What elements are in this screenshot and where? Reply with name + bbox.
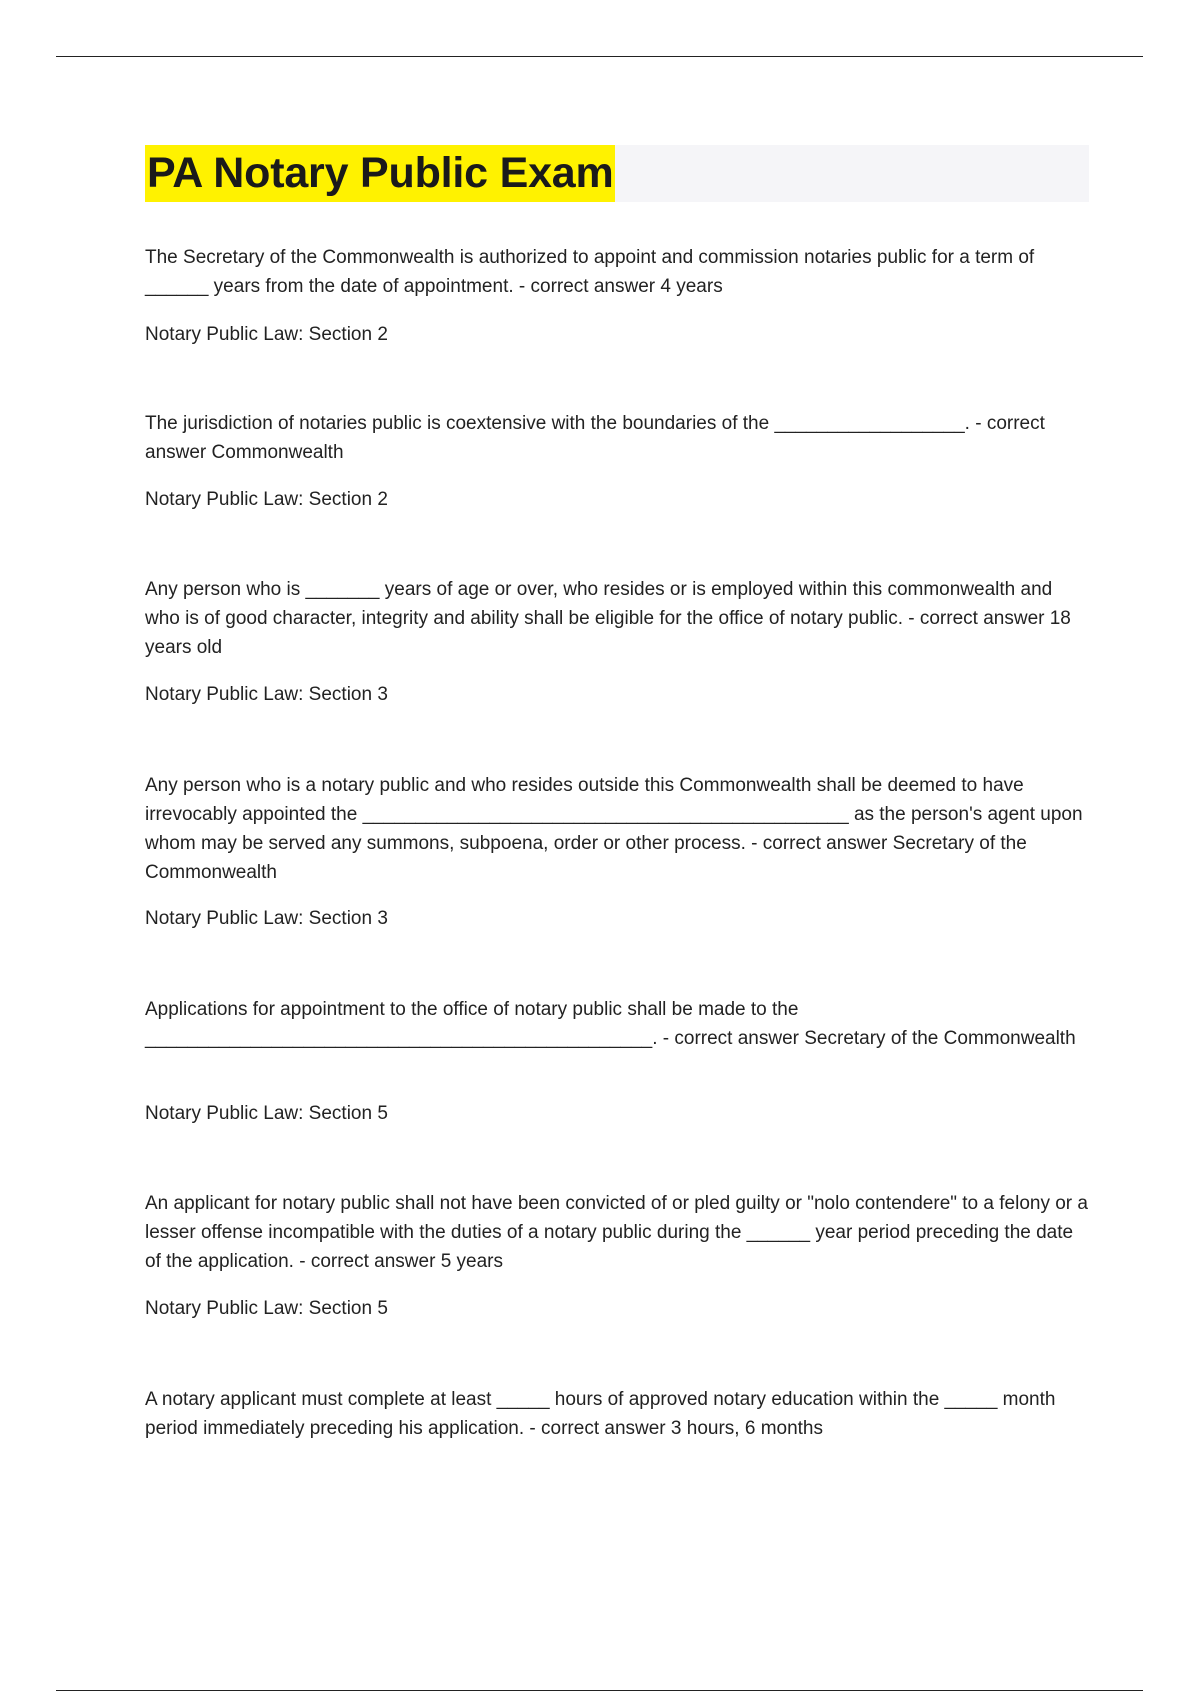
top-rule	[56, 56, 1143, 57]
reference-1: Notary Public Law: Section 2	[145, 324, 388, 345]
reference-4: Notary Public Law: Section 3	[145, 908, 388, 929]
question-3: Any person who is _______ years of age or over, who resides or is employed within this commonwealth and who is of good character, integrity and ability shall be eligible for the office of notary public. - correct answer 18 years old	[145, 579, 1071, 658]
question-1: The Secretary of the Commonwealth is authorized to appoint and commission notaries public for a term of ______ years from the date of appointment. - correct answer 4 years	[145, 247, 1035, 297]
reference-6: Notary Public Law: Section 5	[145, 1298, 388, 1319]
question-5: Applications for appointment to the office of notary public shall be made to the ________________________________________________. - correct answer Secretary of the Commonwealth	[145, 999, 1076, 1049]
reference-5: Notary Public Law: Section 5	[145, 1103, 388, 1124]
bottom-rule	[56, 1690, 1143, 1691]
title-band	[145, 145, 1089, 202]
document-title: PA Notary Public Exam	[145, 145, 615, 202]
reference-3: Notary Public Law: Section 3	[145, 684, 388, 705]
question-7: A notary applicant must complete at least _____ hours of approved notary education within the _____ month period immediately preceding his application. - correct answer 3 hours, 6 months	[145, 1389, 1056, 1439]
question-2: The jurisdiction of notaries public is coextensive with the boundaries of the __________________. - correct answer Commonwealth	[145, 413, 1045, 463]
question-6: An applicant for notary public shall not have been convicted of or pled guilty or "nolo contendere" to a felony or a lesser offense incompatible with the duties of a notary public during the ______ year period preceding the date of the application. - correct answer 5 years	[145, 1193, 1088, 1272]
reference-2: Notary Public Law: Section 2	[145, 489, 388, 510]
question-4: Any person who is a notary public and who resides outside this Commonwealth shall be deemed to have irrevocably appointed the ______________________________________________ as the person's agent upon whom may be served any summons, subpoena, order or other process. - correct answer Secretary of the Commonwealth	[145, 775, 1083, 883]
